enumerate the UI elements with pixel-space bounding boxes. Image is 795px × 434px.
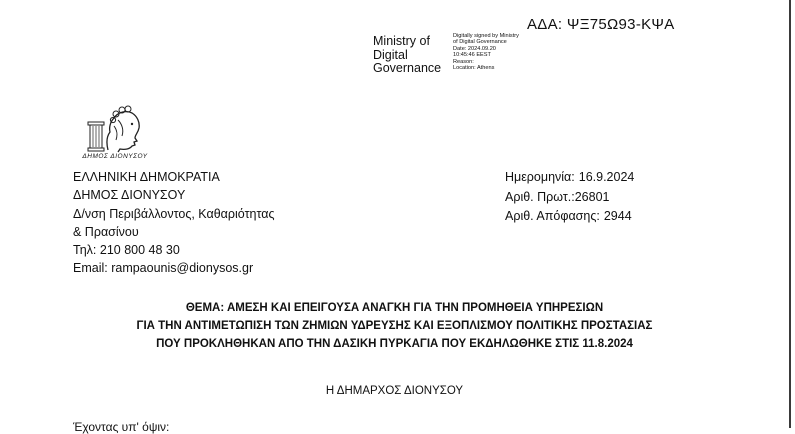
subject-line: ΓΙΑ ΤΗΝ ΑΝΤΙΜΕΤΩΠΙΣΗ ΤΩΝ ΖΗΜΙΩΝ ΥΔΡΕΥΣΗΣ ΚΑΙ ΕΞΟΠΛΙΣΜΟΥ ΠΟΛΙΤΙΚΗΣ ΠΡΟΣΤΑΣΙΑΣ: [136, 319, 653, 332]
logo-caption: ΔΗΜΟΣ ΔΙΟΝΥΣΟΥ: [82, 153, 148, 160]
issuer-email: Email: rampaounis@dionysos.gr: [73, 261, 254, 276]
protocol-value: 26801: [574, 189, 610, 204]
issuer-department-cont: & Πρασίνου: [73, 224, 139, 239]
issuer-municipality: ΔΗΜΟΣ ΔΙΟΝΥΣΟΥ: [73, 188, 186, 203]
document-meta: [505, 168, 634, 227]
decision-label: Αριθ. Απόφασης:: [505, 209, 600, 223]
intro-text: Έχοντας υπ' όψιν:: [73, 420, 170, 434]
signer-line: Ministry of: [373, 34, 430, 48]
signature-detail-line: Reason:: [453, 58, 474, 65]
subject-heading: [0, 300, 789, 353]
date-row: [505, 168, 634, 188]
issuer-block: [73, 168, 274, 278]
dionysus-head-icon: [80, 100, 150, 154]
protocol-label: Αριθ. Πρωτ.:: [505, 189, 575, 204]
date-value: 16.9.2024: [578, 170, 635, 184]
signature-details: [453, 33, 519, 71]
issuer-country: ΕΛΛΗΝΙΚΗ ΔΗΜΟΚΡΑΤΙΑ: [73, 170, 220, 184]
signer-line: Governance: [373, 61, 442, 75]
page-edge-border: [789, 0, 791, 428]
issuer-department: Δ/νση Περιβάλλοντος, Καθαριότητας: [73, 206, 275, 221]
issuer-phone: Τηλ: 210 800 48 30: [73, 243, 180, 258]
decision-row: [505, 207, 634, 227]
decision-value: 2944: [603, 209, 632, 223]
signature-detail-line: 10:45:46 EEST: [453, 52, 491, 59]
mayor-heading: Η ΔΗΜΑΡΧΟΣ ΔΙΟΝΥΣΟΥ: [325, 385, 464, 397]
protocol-row: [505, 188, 634, 208]
signature-detail-line: of Digital Governance: [453, 39, 507, 46]
subject-line: ΠΟΥ ΠΡΟΚΛΗΘΗΚΑΝ ΑΠΟ ΤΗΝ ΔΑΣΙΚΗ ΠΥΡΚΑΓΙΑ ΠΟΥ ΕΚΔΗΛΩΘΗΚΕ ΣΤΙΣ 11.8.2024: [156, 337, 633, 350]
subject-line: ΘΕΜΑ: ΑΜΕΣΗ ΚΑΙ ΕΠΕΙΓΟΥΣΑ ΑΝΑΓΚΗ ΓΙΑ ΤΗΝ ΠΡΟΜΗΘΕΙΑ ΥΠΗΡΕΣΙΩΝ: [185, 302, 604, 314]
ada-code: ΑΔΑ: ΨΞ75Ω93-ΚΨΑ: [527, 16, 675, 33]
signer-line: Digital: [373, 47, 408, 62]
signature-detail-line: Location: Athens: [453, 65, 495, 72]
signature-detail-line: Date: 2024.09.20: [453, 45, 496, 52]
signature-detail-line: Digitally signed by Ministry: [453, 33, 519, 39]
date-label: Ημερομηνία:: [505, 170, 575, 184]
signature-signer: [373, 35, 453, 76]
